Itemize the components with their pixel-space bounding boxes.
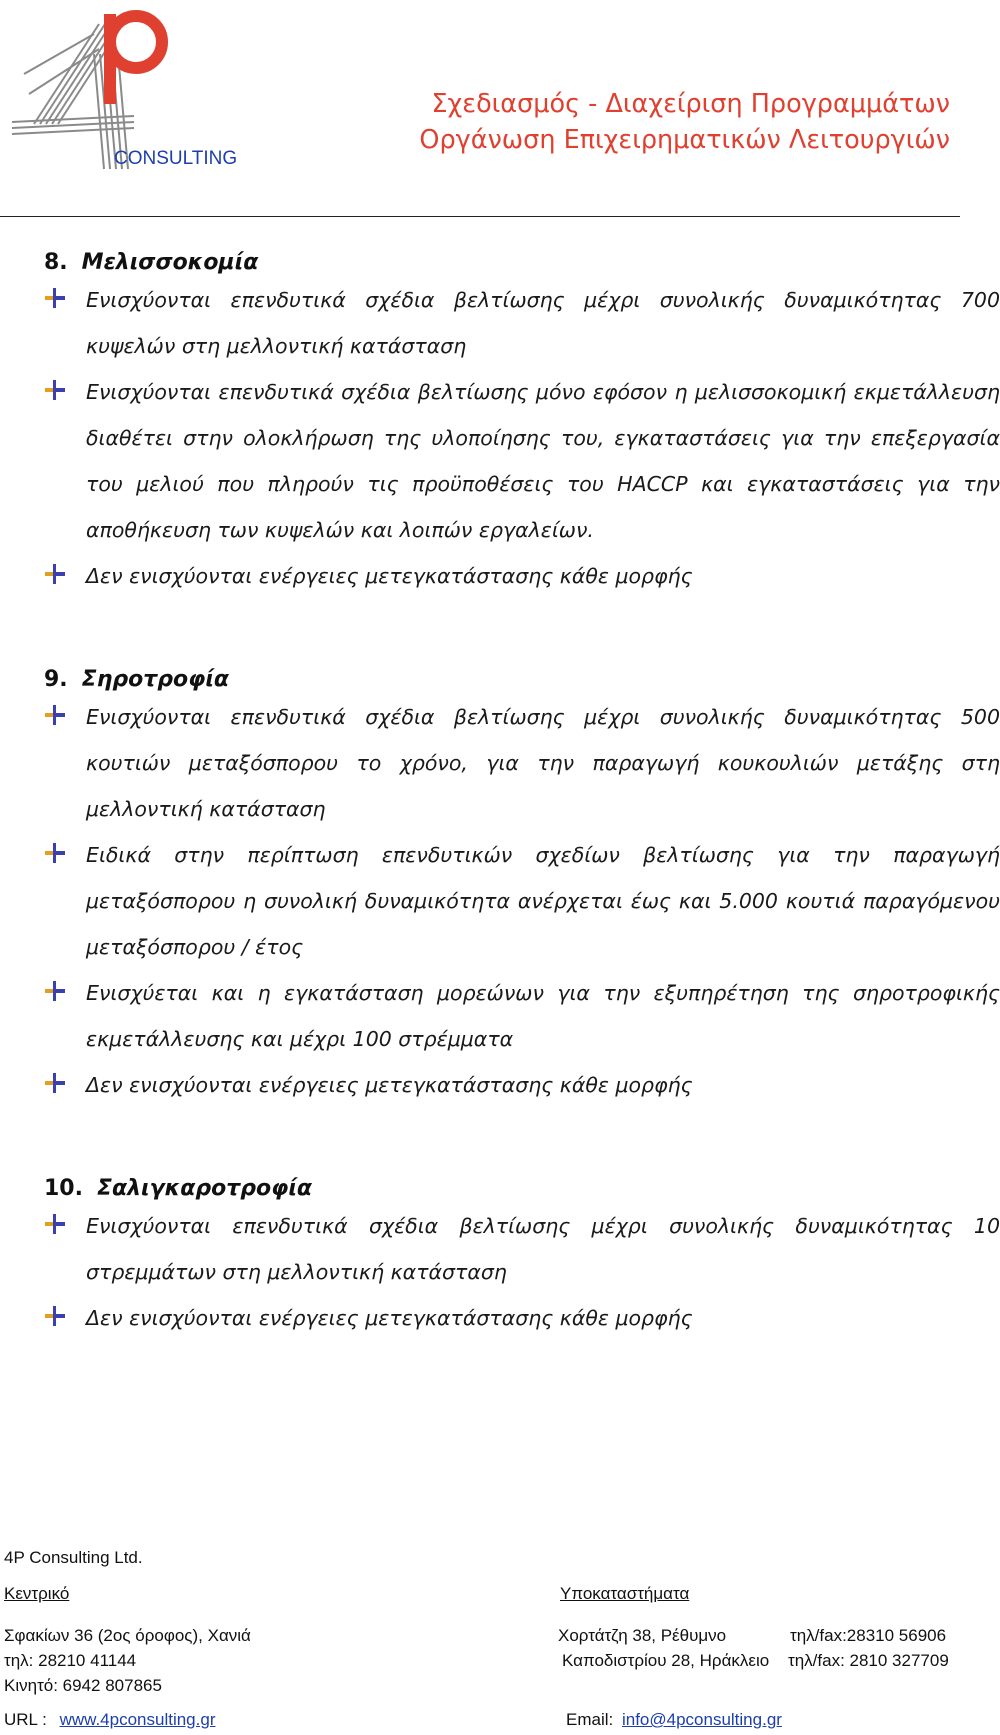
tagline-line-1: Σχεδιασμός - Διαχείριση Προγραμμάτων (431, 89, 950, 119)
list-item-text: Δεν ενισχύονται ενέργειες μετεγκατάστασης κάθε μορφής (86, 564, 693, 588)
section-title (44, 1176, 312, 1201)
footer-branch1-address: Χορτάτζη 38, Ρέθυμνο (558, 1626, 727, 1645)
footer-branch2-phone: τηλ/fax: 2810 327709 (788, 1651, 949, 1670)
list-item-text: Ειδικά στην περίπτωση επενδυτικών σχεδίων βελτίωσης για την παραγωγή μεταξόσπορου η συνολική δυναμικότητα ανέρχεται έως και 5.000 κουτιά παραγόμενου μεταξόσπορου / έτος (86, 843, 1000, 959)
logo-graphic (4, 4, 238, 172)
section-heading: Σαλιγκαροτροφία (96, 1176, 313, 1201)
header-tagline (419, 86, 950, 158)
list-item-text: Ενισχύεται και η εγκατάσταση μορεώνων για την εξυπηρέτηση της σηροτροφικής εκμετάλλευσης και μέχρι 100 στρέμματα (86, 981, 1000, 1051)
list-item-text: Ενισχύονται επενδυτικά σχέδια βελτίωσης μέχρι συνολικής δυναμικότητας 700 κυψελών στη μελλοντική κατάσταση (86, 288, 1000, 358)
email-link[interactable]: info@4pconsulting.gr (621, 1710, 782, 1729)
footer-branches-label: Υποκαταστήματα (560, 1584, 690, 1603)
bullet-icon (44, 704, 66, 726)
header-divider (0, 216, 960, 217)
list-item-text: Δεν ενισχύονται ενέργειες μετεγκατάστασης κάθε μορφής (86, 1306, 693, 1330)
footer-branch2-address: Καποδιστρίου 28, Ηράκλειο (562, 1651, 770, 1670)
footer-hq-phone: τηλ: 28210 41144 (4, 1651, 137, 1670)
section-heading: Σηροτροφία (81, 667, 230, 692)
section-title (44, 250, 258, 275)
section-title (44, 667, 229, 692)
bullet-icon (44, 1072, 66, 1094)
footer-hq-address: Σφακίων 36 (2ος όροφος), Χανιά (4, 1626, 251, 1645)
list-item-text: Ενισχύονται επενδυτικά σχέδια βελτίωσης μόνο εφόσον η μελισσοκομική εκμετάλλευση διαθέτει στην ολοκλήρωση της υλοποίησης του, εγκαταστάσεις για την επεξεργασία του μελιού που πληρούν τις προϋποθέσεις του HACCP και εγκαταστάσεις για την αποθήκευση των κυψελών και λοιπών εργαλείων. (86, 380, 1000, 542)
section-number: 8. (44, 250, 68, 275)
footer-url-label: URL : (4, 1710, 47, 1729)
footer-hq-label: Κεντρικό (4, 1584, 70, 1603)
bullet-icon (44, 1213, 66, 1235)
bullet-icon (44, 379, 66, 401)
bullet-icon (44, 1305, 66, 1327)
bullet-icon (44, 980, 66, 1002)
list-item-text: Δεν ενισχύονται ενέργειες μετεγκατάστασης κάθε μορφής (86, 1073, 693, 1097)
company-logo (4, 4, 238, 172)
bullet-icon (44, 563, 66, 585)
bullet-icon (44, 842, 66, 864)
section-number: 10. (44, 1176, 83, 1201)
bullet-icon (44, 287, 66, 309)
footer-email-label: Email: (566, 1710, 614, 1729)
footer-company: 4P Consulting Ltd. (4, 1548, 143, 1567)
footer-email (566, 1710, 782, 1730)
tagline-line-2: Οργάνωση Επιχειρηματικών Λειτουργιών (419, 125, 950, 155)
website-link[interactable]: www.4pconsulting.gr (59, 1710, 216, 1729)
footer-hq-mobile: Κινητό: 6942 807865 (4, 1676, 162, 1695)
list-item-text: Ενισχύονται επενδυτικά σχέδια βελτίωσης μέχρι συνολικής δυναμικότητας 10 στρεμμάτων στη μελλοντική κατάσταση (86, 1214, 1000, 1284)
section-number: 9. (44, 667, 68, 692)
footer-url (4, 1710, 215, 1730)
footer-branch1-phone: τηλ/fax:28310 56906 (790, 1626, 947, 1645)
page-header (0, 0, 960, 218)
logo-text: CONSULTING (114, 148, 238, 169)
list-item-text: Ενισχύονται επενδυτικά σχέδια βελτίωσης μέχρι συνολικής δυναμικότητας 500 κουτιών μεταξόσπορου το χρόνο, για την παραγωγή κουκουλιών μετάξης στη μελλοντική κατάσταση (86, 705, 1000, 821)
section-heading: Μελισσοκομία (81, 250, 259, 275)
